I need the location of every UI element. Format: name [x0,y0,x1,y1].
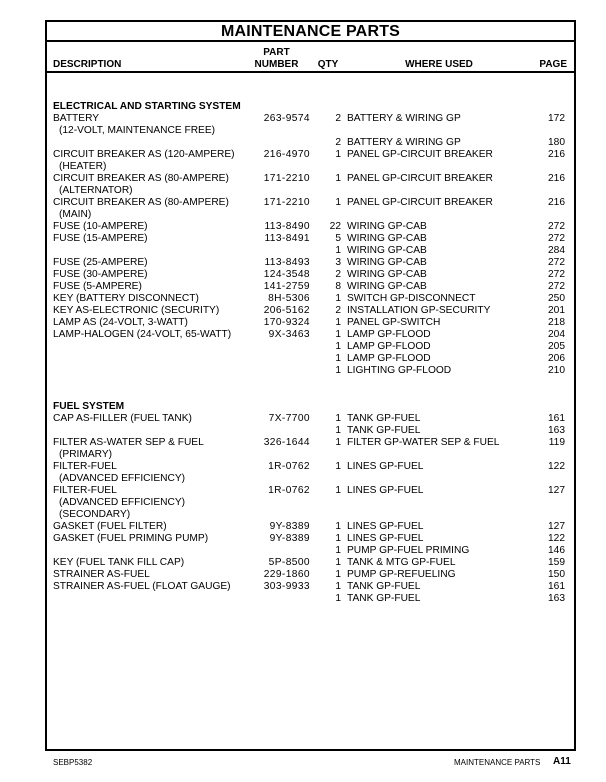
table-row [47,245,574,257]
page-cell: 272 [548,221,565,232]
table-row [47,557,574,569]
page-cell: 161 [548,413,565,424]
page-cell: 216 [548,173,565,184]
page-cell: 122 [548,461,565,472]
part-number-cell: 1R-0762 [268,461,310,472]
header-part: PART [263,47,290,58]
where-used-cell: LAMP GP-FLOOD [347,353,431,364]
qty-cell: 1 [335,149,341,160]
qty-cell: 1 [335,341,341,352]
table-row [47,413,574,425]
page-cell: 272 [548,257,565,268]
where-used-cell: LAMP GP-FLOOD [347,341,431,352]
qty-cell: 1 [335,545,341,556]
description-cell: FUSE (25-AMPERE) [53,257,148,268]
table-row [47,185,574,197]
table-row [47,389,574,401]
part-number-cell: 113-8491 [264,233,310,244]
where-used-cell: TANK & MTG GP-FUEL [347,557,456,568]
qty-cell: 2 [335,269,341,280]
where-used-cell: PUMP GP-REFUELING [347,569,456,580]
page-cell: 205 [548,341,565,352]
table-row [47,173,574,185]
description-cell: GASKET (FUEL PRIMING PUMP) [53,533,209,544]
part-number-cell: 326-1644 [263,437,310,448]
page-cell: 146 [548,545,565,556]
where-used-cell: INSTALLATION GP-SECURITY [347,305,491,316]
page-cell: 272 [548,281,565,292]
page-title: MAINTENANCE PARTS [47,22,574,42]
description-cell: (PRIMARY) [59,449,113,460]
qty-cell: 1 [335,197,341,208]
table-row [47,461,574,473]
qty-cell: 1 [335,521,341,532]
page-cell: 250 [548,293,565,304]
part-number-cell: 9X-3463 [268,329,310,340]
page-cell: 284 [548,245,565,256]
part-number-cell: 8H-5306 [268,293,310,304]
table-row [47,329,574,341]
table-row [47,233,574,245]
qty-cell: 3 [335,257,341,268]
where-used-cell: TANK GP-FUEL [347,581,421,592]
description-cell: (12-VOLT, MAINTENANCE FREE) [59,125,216,136]
table-row [47,545,574,557]
table-row [47,521,574,533]
description-cell: (SECONDARY) [59,509,131,520]
qty-cell: 2 [335,305,341,316]
part-number-cell: 7X-7700 [268,413,310,424]
description-cell: FUSE (5-AMPERE) [53,281,142,292]
header-number: NUMBER [254,59,299,70]
qty-cell: 1 [335,437,341,448]
where-used-cell: SWITCH GP-DISCONNECT [347,293,476,304]
part-number-cell: 5P-8500 [268,557,310,568]
qty-cell: 1 [335,557,341,568]
description-cell: FILTER-FUEL [53,485,117,496]
table-row [47,497,574,509]
qty-cell: 1 [335,293,341,304]
description-cell: BATTERY [53,113,100,124]
table-row [47,161,574,173]
parts-table-frame [45,20,576,751]
part-number-cell: 229-1860 [263,569,310,580]
qty-cell: 1 [335,581,341,592]
part-number-cell: 303-9933 [263,581,310,592]
qty-cell: 2 [335,113,341,124]
where-used-cell: LINES GP-FUEL [347,485,424,496]
footer-page-id: A11 [553,756,571,767]
page-cell: 119 [548,437,565,448]
qty-cell: 1 [335,365,341,376]
qty-cell: 1 [335,353,341,364]
description-cell: (MAIN) [59,209,92,220]
page-cell: 272 [548,269,565,280]
table-row [47,137,574,149]
where-used-cell: WIRING GP-CAB [347,221,427,232]
description-cell: FUSE (15-AMPERE) [53,233,148,244]
where-used-cell: WIRING GP-CAB [347,245,427,256]
where-used-cell: PANEL GP-SWITCH [347,317,441,328]
page-cell: 204 [548,329,565,340]
page-cell: 163 [548,425,565,436]
description-cell: (ADVANCED EFFICIENCY) [59,497,186,508]
part-number-cell: 170-9324 [263,317,310,328]
part-number-cell: 263-9574 [263,113,310,124]
table-row [47,125,574,137]
table-row [47,377,574,389]
header-qty: QTY [317,59,339,70]
part-number-cell: 9Y-8389 [269,521,310,532]
header-where-used: WHERE USED [405,59,473,70]
table-row [47,197,574,209]
table-row [47,593,574,605]
part-number-cell: 216-4970 [263,149,310,160]
page-cell: 150 [548,569,565,580]
part-number-cell: 9Y-8389 [269,533,310,544]
description-cell: STRAINER AS-FUEL (FLOAT GAUGE) [53,581,231,592]
where-used-cell: TANK GP-FUEL [347,413,421,424]
where-used-cell: LIGHTING GP-FLOOD [347,365,452,376]
where-used-cell: LINES GP-FUEL [347,521,424,532]
page-cell: 180 [548,137,565,148]
where-used-cell: PUMP GP-FUEL PRIMING [347,545,470,556]
qty-cell: 1 [335,461,341,472]
description-cell: CIRCUIT BREAKER AS (80-AMPERE) [53,197,229,208]
qty-cell: 1 [335,329,341,340]
table-row [47,533,574,545]
table-row [47,569,574,581]
where-used-cell: FILTER GP-WATER SEP & FUEL [347,437,500,448]
qty-cell: 1 [335,317,341,328]
where-used-cell: LINES GP-FUEL [347,533,424,544]
footer-section-name: MAINTENANCE PARTS [454,758,541,767]
table-row [47,269,574,281]
page-cell: 206 [548,353,565,364]
where-used-cell: LINES GP-FUEL [347,461,424,472]
table-row [47,581,574,593]
qty-cell: 1 [335,533,341,544]
description-cell: FUEL SYSTEM [53,401,125,412]
where-used-cell: BATTERY & WIRING GP [347,137,461,148]
page-cell: 272 [548,233,565,244]
header-description: DESCRIPTION [53,59,122,70]
description-cell: GASKET (FUEL FILTER) [53,521,167,532]
header-page: PAGE [539,59,567,70]
qty-cell: 8 [335,281,341,292]
where-used-cell: WIRING GP-CAB [347,233,427,244]
where-used-cell: PANEL GP-CIRCUIT BREAKER [347,197,493,208]
table-row [47,317,574,329]
table-row [47,353,574,365]
description-cell: KEY (BATTERY DISCONNECT) [53,293,199,304]
section-heading [47,401,574,413]
where-used-cell: TANK GP-FUEL [347,593,421,604]
description-cell: KEY AS-ELECTRONIC (SECURITY) [53,305,220,316]
page-cell: 218 [548,317,565,328]
description-cell: KEY (FUEL TANK FILL CAP) [53,557,185,568]
description-cell: LAMP-HALOGEN (24-VOLT, 65-WATT) [53,329,232,340]
table-row [47,149,574,161]
page-cell: 201 [548,305,565,316]
part-number-cell: 1R-0762 [268,485,310,496]
description-cell: CIRCUIT BREAKER AS (120-AMPERE) [53,149,235,160]
table-row [47,305,574,317]
page-cell: 210 [548,365,565,376]
footer-doc-number: SEBP5382 [53,758,93,767]
qty-cell: 22 [329,221,341,232]
description-cell: (HEATER) [59,161,107,172]
where-used-cell: PANEL GP-CIRCUIT BREAKER [347,149,493,160]
part-number-cell: 113-8493 [264,257,310,268]
page-cell: 159 [548,557,565,568]
page-cell: 163 [548,593,565,604]
qty-cell: 1 [335,593,341,604]
where-used-cell: LAMP GP-FLOOD [347,329,431,340]
table-row [47,485,574,497]
description-cell: CIRCUIT BREAKER AS (80-AMPERE) [53,173,229,184]
qty-cell: 1 [335,413,341,424]
description-cell: (ALTERNATOR) [59,185,133,196]
page-cell: 127 [548,485,565,496]
table-row [47,437,574,449]
qty-cell: 5 [335,233,341,244]
qty-cell: 1 [335,485,341,496]
description-cell: FUSE (10-AMPERE) [53,221,148,232]
table-row [47,293,574,305]
description-cell: FUSE (30-AMPERE) [53,269,148,280]
part-number-cell: 206-5162 [263,305,310,316]
table-row [47,425,574,437]
table-row [47,281,574,293]
where-used-cell: WIRING GP-CAB [347,281,427,292]
qty-cell: 1 [335,425,341,436]
table-row [47,449,574,461]
page-cell: 216 [548,197,565,208]
table-row [47,257,574,269]
table-row [47,473,574,485]
page-cell: 172 [548,113,565,124]
description-cell: LAMP AS (24-VOLT, 3-WATT) [53,317,188,328]
qty-cell: 2 [335,137,341,148]
page-cell: 216 [548,149,565,160]
table-row [47,209,574,221]
page-cell: 161 [548,581,565,592]
qty-cell: 1 [335,569,341,580]
description-cell: FILTER-FUEL [53,461,117,472]
table-row [47,221,574,233]
description-cell: ELECTRICAL AND STARTING SYSTEM [53,101,241,112]
where-used-cell: WIRING GP-CAB [347,257,427,268]
part-number-cell: 171-2210 [263,197,310,208]
description-cell: FILTER AS-WATER SEP & FUEL [53,437,204,448]
where-used-cell: PANEL GP-CIRCUIT BREAKER [347,173,493,184]
table-row [47,365,574,377]
description-cell: CAP AS-FILLER (FUEL TANK) [53,413,192,424]
where-used-cell: TANK GP-FUEL [347,425,421,436]
where-used-cell: WIRING GP-CAB [347,269,427,280]
qty-cell: 1 [335,173,341,184]
table-row [47,113,574,125]
page-cell: 127 [548,521,565,532]
description-cell: STRAINER AS-FUEL [53,569,150,580]
page-cell: 122 [548,533,565,544]
section-heading [47,101,574,113]
part-number-cell: 113-8490 [264,221,310,232]
qty-cell: 1 [335,245,341,256]
where-used-cell: BATTERY & WIRING GP [347,113,461,124]
part-number-cell: 141-2759 [263,281,310,292]
description-cell: (ADVANCED EFFICIENCY) [59,473,186,484]
table-row [47,509,574,521]
part-number-cell: 171-2210 [263,173,310,184]
part-number-cell: 124-3548 [263,269,310,280]
header-divider [47,71,574,73]
table-row [47,341,574,353]
